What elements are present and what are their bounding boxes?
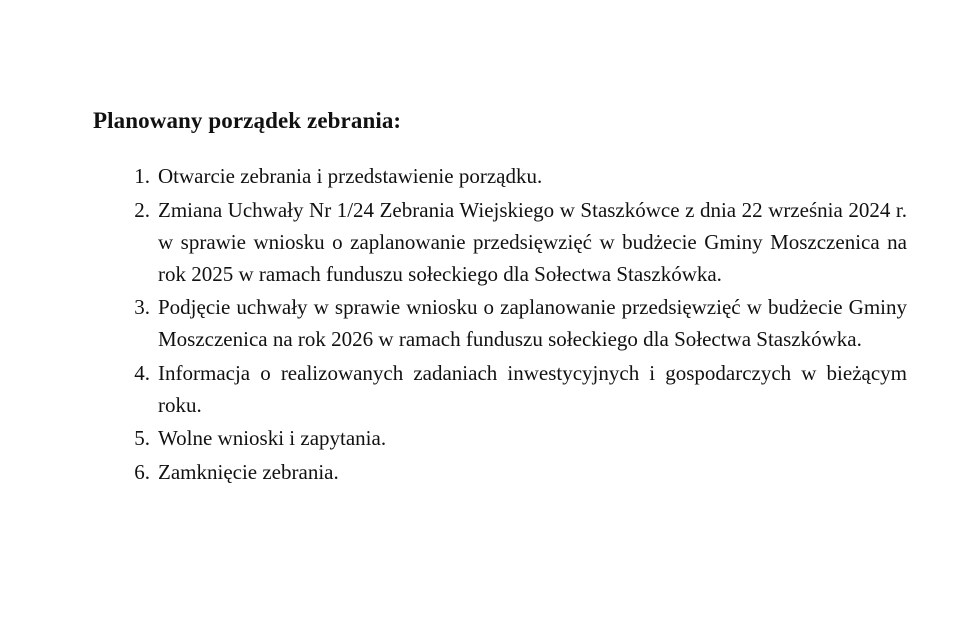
agenda-item: [120, 422, 907, 454]
agenda-item-number: 2.: [134, 197, 150, 222]
agenda-item-number: 5.: [134, 426, 150, 450]
agenda-list: [120, 160, 907, 489]
agenda-item-text: Zmiana Uchwały Nr 1/24 Zebrania Wiejskiego w Staszkówce z dnia 22 września 2024 r. w sprawie wniosku o zaplanowanie przedsięwzięć w budżecie Gminy Moszczenica na rok 2025 w ramach funduszu sołeckiego dla Sołectwa Staszkówka.: [158, 197, 907, 286]
agenda-item: [120, 291, 907, 355]
agenda-item-text: Otwarcie zebrania i przedstawienie porządku.: [158, 164, 543, 188]
agenda-item-number: 3.: [134, 295, 150, 319]
agenda-heading: Planowany porządek zebrania:: [93, 108, 402, 133]
agenda-item-number: 1.: [134, 164, 150, 188]
agenda-item: [120, 194, 907, 290]
agenda-item-text: Zamknięcie zebrania.: [158, 459, 339, 484]
agenda-item-text: Wolne wnioski i zapytania.: [158, 426, 387, 450]
agenda-item-number: 6.: [134, 459, 150, 484]
agenda-item-text: Podjęcie uchwały w sprawie wniosku o zaplanowanie przedsięwzięć w budżecie Gminy Moszczenica na rok 2026 w ramach funduszu sołeckiego dla Sołectwa Staszkówka.: [158, 295, 907, 351]
agenda-item: [120, 456, 907, 488]
agenda-item: [120, 357, 907, 421]
agenda-item-text: Informacja o realizowanych zadaniach inwestycyjnych i gospodarczych w bieżącym roku.: [158, 360, 907, 417]
agenda-item-number: 4.: [134, 360, 150, 385]
agenda-item: [120, 160, 907, 192]
